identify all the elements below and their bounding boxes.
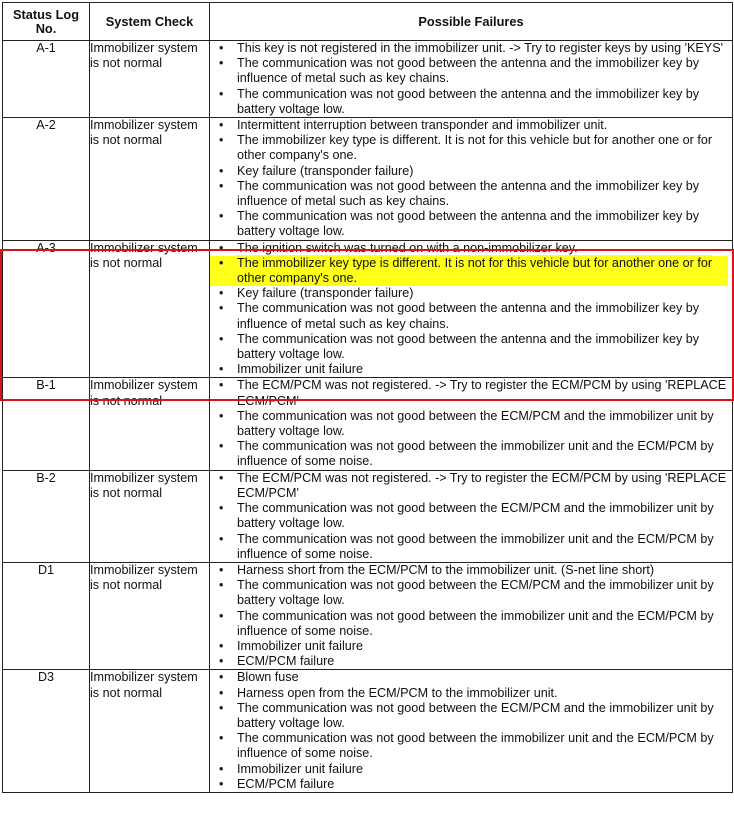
bullet-icon: • (219, 118, 224, 133)
failure-text: The communication was not good between the antenna and the immobilizer key by influence of metal such as key chains. (237, 178, 700, 209)
failure-item (210, 133, 732, 163)
failure-list (210, 563, 732, 669)
failure-item (210, 332, 732, 362)
failure-text: The immobilizer key type is different. It is not for this vehicle but for another one or for other company's one. (237, 133, 713, 163)
failure-text: ECM/PCM failure (237, 654, 335, 669)
possible-failures-cell (210, 118, 733, 241)
failure-text: The communication was not good between the ECM/PCM and the immobilizer unit by battery voltage low. (237, 408, 714, 439)
status-log-code: A-3 (3, 240, 90, 378)
failure-item (210, 164, 732, 179)
failure-item (210, 654, 732, 669)
failure-text: The communication was not good between the immobilizer unit and the ECM/PCM by influence of some noise. (237, 531, 714, 561)
system-check-cell: Immobilizer system is not normal (90, 240, 210, 378)
bullet-icon: • (219, 776, 224, 791)
bullet-icon: • (219, 638, 224, 653)
failure-text: The communication was not good between the immobilizer unit and the ECM/PCM by influence of some noise. (237, 608, 714, 638)
failure-item (210, 241, 732, 256)
failure-text: This key is not registered in the immobilizer unit. -> Try to register keys by using 'KEYS' (237, 41, 724, 55)
failure-item (210, 409, 732, 439)
failure-text: The ECM/PCM was not registered. -> Try to register the ECM/PCM by using 'REPLACE ECM/PCM' (237, 378, 727, 408)
header-status-log-no: Status Log No. (3, 3, 90, 41)
system-check-cell: Immobilizer system is not normal (90, 562, 210, 669)
table-row (3, 562, 733, 669)
bullet-icon: • (219, 562, 224, 577)
failure-text: Harness open from the ECM/PCM to the immobilizer unit. (237, 685, 558, 700)
table-row (3, 378, 733, 470)
failure-item (210, 609, 732, 639)
status-log-code: B-1 (3, 378, 90, 470)
failure-list (210, 471, 732, 562)
status-log-code: A-1 (3, 41, 90, 118)
failure-item (210, 286, 732, 301)
failure-text: Key failure (transponder failure) (237, 163, 414, 178)
failure-text: The immobilizer key type is different. It is not for this vehicle but for another one or for other company's one. (237, 255, 713, 286)
table-row (3, 470, 733, 562)
bullet-icon: • (219, 86, 224, 101)
bullet-icon: • (219, 378, 224, 393)
failure-item (210, 118, 732, 133)
failure-item (210, 639, 732, 654)
failure-item-highlighted (210, 256, 728, 286)
table-row (3, 118, 733, 241)
failure-item (210, 532, 732, 562)
failure-item (210, 301, 732, 331)
failure-text: The communication was not good between the antenna and the immobilizer key by battery voltage low. (237, 86, 700, 116)
bullet-icon: • (219, 163, 224, 178)
failure-item (210, 777, 732, 792)
failure-text: The communication was not good between the immobilizer unit and the ECM/PCM by influence of some noise. (237, 731, 714, 761)
failure-text: Intermittent interruption between transponder and immobilizer unit. (237, 118, 608, 133)
bullet-icon: • (219, 41, 224, 55)
bullet-icon: • (219, 685, 224, 700)
bullet-icon: • (219, 654, 224, 669)
failure-item (210, 179, 732, 209)
system-check-cell: Immobilizer system is not normal (90, 41, 210, 118)
failure-item (210, 362, 732, 377)
failure-text: The communication was not good between the ECM/PCM and the immobilizer unit by battery voltage low. (237, 501, 714, 531)
status-log-code: B-2 (3, 470, 90, 562)
failure-text: ECM/PCM failure (237, 776, 335, 791)
table-header-row (3, 3, 733, 41)
failure-text: The communication was not good between the antenna and the immobilizer key by battery voltage low. (237, 331, 700, 362)
failure-list (210, 670, 732, 792)
bullet-icon: • (219, 331, 224, 346)
failure-list (210, 241, 732, 378)
failure-item (210, 209, 732, 239)
bullet-icon: • (219, 578, 224, 593)
failure-text: Key failure (transponder failure) (237, 286, 414, 301)
failure-item (210, 701, 732, 731)
failure-item (210, 731, 732, 761)
bullet-icon: • (219, 670, 224, 685)
failure-text: The communication was not good between the immobilizer unit and the ECM/PCM by influence of some noise. (237, 439, 714, 469)
bullet-icon: • (219, 362, 224, 377)
status-log-code: D3 (3, 670, 90, 793)
failure-text: Immobilizer unit failure (237, 761, 363, 776)
failure-item (210, 439, 732, 469)
possible-failures-cell (210, 562, 733, 669)
possible-failures-cell (210, 470, 733, 562)
failure-text: Immobilizer unit failure (237, 362, 363, 377)
failure-text: The communication was not good between the ECM/PCM and the immobilizer unit by battery voltage low. (237, 578, 714, 608)
failure-text: The communication was not good between the ECM/PCM and the immobilizer unit by battery voltage low. (237, 700, 714, 730)
failure-text: Blown fuse (237, 670, 299, 685)
bullet-icon: • (219, 731, 224, 746)
failure-item (210, 563, 732, 578)
failure-text: The communication was not good between the antenna and the immobilizer key by influence of metal such as key chains. (237, 56, 700, 86)
possible-failures-cell (210, 240, 733, 378)
bullet-icon: • (219, 209, 224, 224)
table-row (3, 670, 733, 793)
status-log-code: A-2 (3, 118, 90, 241)
bullet-icon: • (219, 301, 224, 316)
possible-failures-cell (210, 670, 733, 793)
failure-text: The ignition switch was turned on with a non-immobilizer key. (237, 240, 578, 255)
bullet-icon: • (219, 56, 224, 71)
bullet-icon: • (219, 178, 224, 193)
failure-item (210, 471, 732, 501)
bullet-icon: • (219, 608, 224, 623)
failure-item (210, 56, 732, 86)
system-check-cell: Immobilizer system is not normal (90, 470, 210, 562)
system-check-cell: Immobilizer system is not normal (90, 670, 210, 793)
failure-text: The communication was not good between the antenna and the immobilizer key by battery voltage low. (237, 209, 700, 239)
failure-item (210, 87, 732, 117)
failure-item (210, 378, 732, 408)
failure-item (210, 501, 732, 531)
bullet-icon: • (219, 408, 224, 423)
failure-item (210, 686, 732, 701)
failure-list (210, 378, 732, 469)
table-body (3, 41, 733, 793)
header-possible-failures: Possible Failures (210, 3, 733, 41)
table-row (3, 240, 733, 378)
bullet-icon: • (219, 700, 224, 715)
header-system-check: System Check (90, 3, 210, 41)
status-log-code: D1 (3, 562, 90, 669)
bullet-icon: • (219, 501, 224, 516)
failure-item (210, 762, 732, 777)
failure-text: Harness short from the ECM/PCM to the immobilizer unit. (S-net line short) (237, 562, 655, 577)
failure-item (210, 670, 732, 685)
table-row (3, 41, 733, 118)
bullet-icon: • (219, 761, 224, 776)
bullet-icon: • (219, 286, 224, 301)
failure-text: The ECM/PCM was not registered. -> Try to register the ECM/PCM by using 'REPLACE ECM/PCM' (237, 470, 727, 500)
possible-failures-cell (210, 378, 733, 470)
failure-list (210, 41, 732, 117)
bullet-icon: • (219, 133, 224, 148)
failure-list (210, 118, 732, 240)
bullet-icon: • (219, 240, 224, 255)
bullet-icon: • (219, 439, 224, 454)
failure-text: Immobilizer unit failure (237, 638, 363, 653)
system-check-cell: Immobilizer system is not normal (90, 378, 210, 470)
failure-text: The communication was not good between the antenna and the immobilizer key by influence of metal such as key chains. (237, 301, 700, 331)
failure-item (210, 578, 732, 608)
failure-item (210, 41, 732, 56)
failure-table (2, 2, 733, 793)
bullet-icon: • (219, 470, 224, 485)
possible-failures-cell (210, 41, 733, 118)
system-check-cell: Immobilizer system is not normal (90, 118, 210, 241)
bullet-icon: • (219, 531, 224, 546)
bullet-icon: • (219, 255, 224, 270)
